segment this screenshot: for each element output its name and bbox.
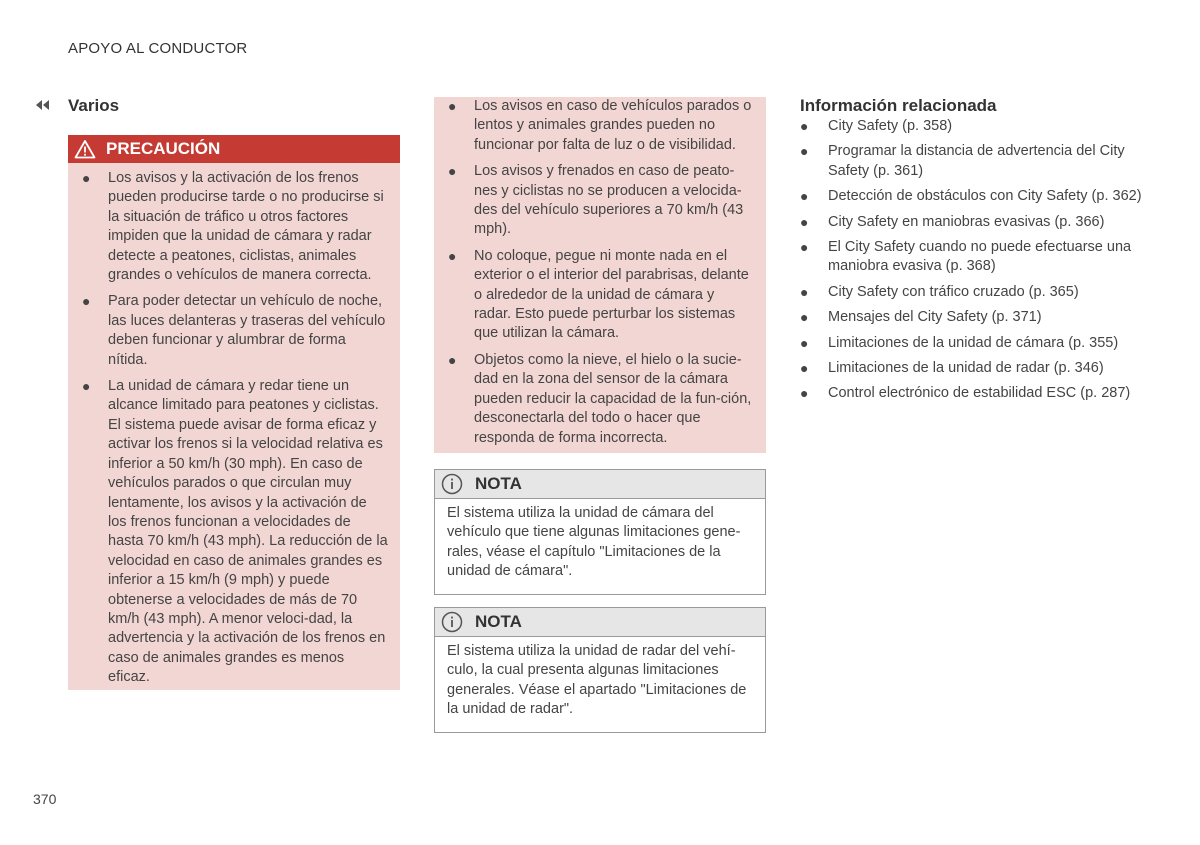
bullet: ● bbox=[800, 385, 809, 402]
info-icon bbox=[441, 611, 463, 633]
related-link[interactable]: ● Mensajes del City Safety (p. 371) bbox=[800, 308, 1160, 327]
note-header bbox=[435, 608, 765, 637]
bullet: ● bbox=[800, 118, 809, 134]
bullet: ● bbox=[448, 247, 457, 264]
note-box-camera bbox=[434, 469, 766, 595]
chapter-header: APOYO AL CONDUCTOR bbox=[68, 40, 248, 57]
caution-header bbox=[68, 135, 400, 163]
bullet: ● bbox=[448, 98, 457, 114]
bullet: ● bbox=[800, 239, 809, 256]
related-info-title: Información relacionada bbox=[800, 96, 997, 115]
related-info bbox=[800, 117, 1160, 410]
info-icon bbox=[441, 473, 463, 495]
related-link[interactable]: ● El City Safety cuando no puede efectuarse una maniobra evasiva (p. 368) bbox=[800, 239, 1132, 275]
previous-section-icon[interactable] bbox=[34, 98, 52, 112]
related-link[interactable]: ● Limitaciones de la unidad de cámara (p. 355) bbox=[800, 334, 1160, 353]
related-link[interactable]: ● Limitaciones de la unidad de radar (p. 346) bbox=[800, 359, 1160, 378]
note-label: NOTA bbox=[475, 474, 522, 493]
caution-list-continued bbox=[434, 97, 766, 448]
list-item: ● Los avisos y la activación de los frenos pueden producirse tarde o no producirse si la situación de tráfico u otros factores impiden que la unidad de cámara y radar detecte a peatones, ciclistas, animales grandes o vehículos de manera correcta. bbox=[82, 170, 384, 284]
related-link[interactable]: ● Detección de obstáculos con City Safety (p. 362) bbox=[800, 187, 1160, 206]
warning-icon bbox=[74, 139, 96, 159]
note-text: El sistema utiliza la unidad de radar del vehí-culo, la cual presenta algunas limitaciones generales. Véase el apartado "Limitaciones de la unidad de radar". bbox=[447, 643, 747, 718]
related-link[interactable]: ● City Safety con tráfico cruzado (p. 365) bbox=[800, 283, 1160, 302]
list-item: ● Los avisos en caso de vehículos parados o lentos y animales grandes pueden no funcionar por falta de luz o de visibilidad. bbox=[448, 98, 752, 153]
page-number: 370 bbox=[33, 791, 57, 807]
related-link[interactable]: ● Programar la distancia de advertencia del City Safety (p. 361) bbox=[800, 143, 1125, 179]
bullet: ● bbox=[800, 283, 809, 300]
caution-box bbox=[68, 135, 400, 690]
bullet: ● bbox=[800, 188, 809, 205]
bullet: ● bbox=[448, 351, 457, 368]
list-item: ● Objetos como la nieve, el hielo o la sucie-dad en la zona del sensor de la cámara pueden reducir la capacidad de la fun-ción, desconectarla del todo o hacer que responda de forma incorrecta. bbox=[448, 351, 752, 446]
note-label: NOTA bbox=[475, 612, 522, 631]
bullet: ● bbox=[800, 360, 809, 377]
list-item: ● No coloque, pegue ni monte nada en el exterior o el interior del parabrisas, delante o alrededor de la unidad de cámara y radar. Esto puede perturbar los sistemas que utilizan la cámara. bbox=[448, 247, 749, 342]
related-link[interactable]: ● City Safety (p. 358) bbox=[800, 117, 1160, 136]
note-header bbox=[435, 470, 765, 499]
bullet: ● bbox=[82, 293, 91, 310]
related-links-list bbox=[800, 117, 1160, 404]
caution-list bbox=[68, 163, 400, 688]
list-item: ● Para poder detectar un vehículo de noche, las luces delanteras y traseras del vehículo deben funcionar y alumbrar de forma nítida. bbox=[82, 293, 386, 368]
note-text: El sistema utiliza la unidad de cámara del vehículo que tiene algunas limitaciones gene-rales, véase el capítulo "Limitaciones de la unidad de cámara". bbox=[447, 505, 741, 580]
bullet: ● bbox=[82, 378, 91, 395]
related-link[interactable]: ● City Safety en maniobras evasivas (p. 366) bbox=[800, 213, 1160, 232]
list-item: ● Los avisos y frenados en caso de peato-nes y ciclistas no se producen a velocida-des del vehículo superiores a 70 km/h (43 mph). bbox=[448, 163, 744, 238]
bullet: ● bbox=[448, 163, 457, 180]
section-title: Varios bbox=[68, 96, 120, 115]
caution-label: PRECAUCIÓN bbox=[106, 139, 221, 158]
bullet: ● bbox=[82, 170, 91, 186]
bullet: ● bbox=[800, 334, 809, 351]
bullet: ● bbox=[800, 213, 809, 230]
related-link[interactable]: ● Control electrónico de estabilidad ESC (p. 287) bbox=[800, 384, 1160, 403]
caution-box-continued bbox=[434, 97, 766, 453]
list-item: ● La unidad de cámara y redar tiene un alcance limitado para peatones y ciclistas. El sistema puede avisar de forma eficaz y activar los frenos si la velocidad relativa es inferior a 50 km/h (30 mph). En caso de vehículos parados o que circulan muy lentamente, los avisos y la activación de los frenos funcionan a velocidades de hasta 70 km/h (43 mph). La reducción de la velocidad en caso de animales grandes es inferior a 15 km/h (9 mph) y puede obtenerse a velocidades de más de 70 km/h (43 mph). A menor veloci-dad, la advertencia y la activación de los frenos en caso de animales grandes es menos eficaz. bbox=[82, 378, 388, 686]
bullet: ● bbox=[800, 309, 809, 326]
note-box-radar bbox=[434, 607, 766, 733]
bullet: ● bbox=[800, 143, 809, 160]
